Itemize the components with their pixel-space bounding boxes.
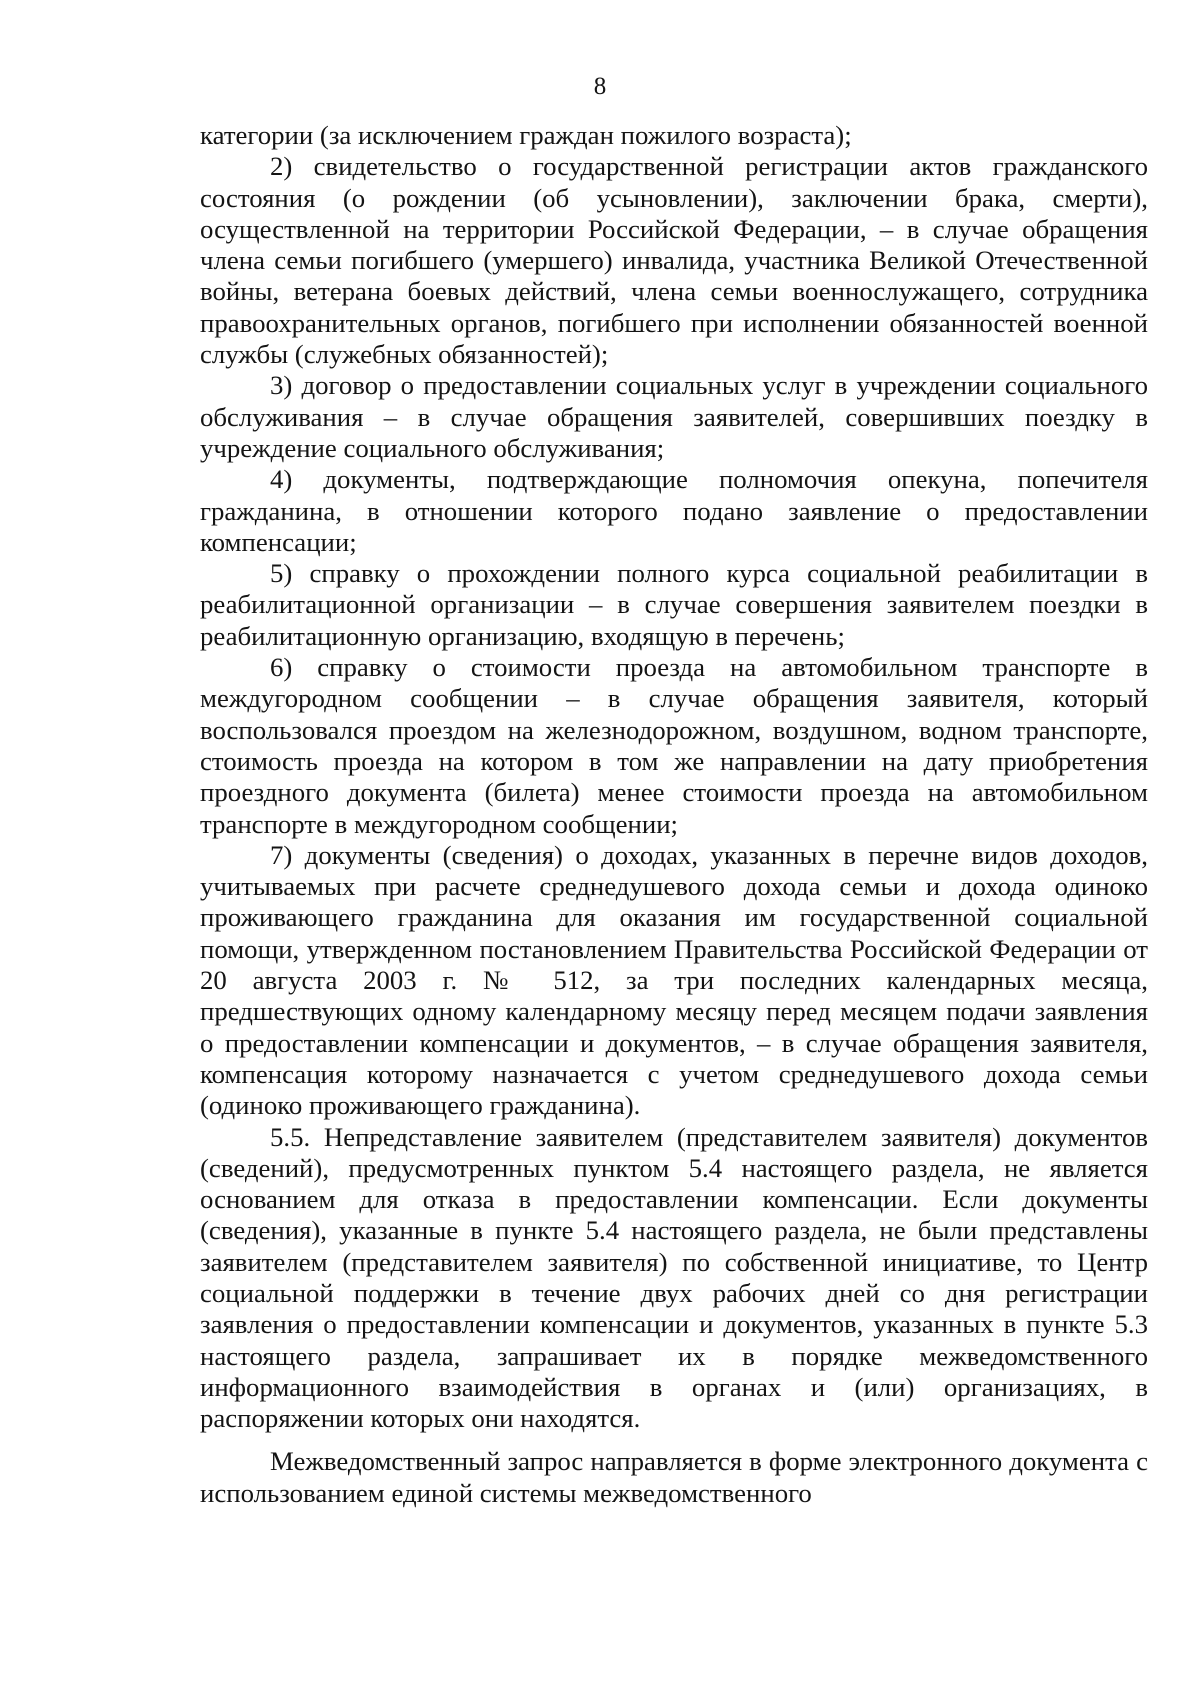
list-item-6: 6) справку о стоимости проезда на автомобильном транспорте в междугородном сообщении – в случае обращения заявителя, который воспользовался проездом на железнодорожном, воздушном, водном транспорте, стоимость проезда на котором в том же направлении на дату приобретения проездного документа (билета) менее стоимости проезда на автомобильном транспорте в междугородном сообщении; bbox=[200, 652, 1148, 839]
paragraph-continuation: категории (за исключением граждан пожилого возраста); bbox=[200, 120, 852, 150]
list-item-5: 5) справку о прохождении полного курса социальной реабилитации в реабилитационной организации – в случае совершения заявителем поездки в реабилитационную организацию, входящую в перечень; bbox=[200, 558, 1148, 651]
paragraph-interagency-request: Межведомственный запрос направляется в форме электронного документа с использованием единой системы межведомственного bbox=[200, 1446, 1148, 1508]
list-item-4: 4) документы, подтверждающие полномочия опекуна, попечителя гражданина, в отношении которого подано заявление о предоставлении компенсации; bbox=[200, 464, 1148, 557]
document-body bbox=[200, 120, 1148, 1509]
list-item-7: 7) документы (сведения) о доходах, указанных в перечне видов доходов, учитываемых при расчете среднедушевого дохода семьи и дохода одиноко проживающего гражданина для оказания им государственной социальной помощи, утвержденном постановлением Правительства Российской Федерации от 20 августа 2003 г. № 512, за три последних календарных месяца, предшествующих одному календарному месяцу перед месяцем подачи заявления о предоставлении компенсации и документов, – в случае обращения заявителя, компенсация которому назначается с учетом среднедушевого дохода семьи (одиноко проживающего гражданина). bbox=[200, 839, 1148, 1121]
page-number: 8 bbox=[593, 73, 607, 100]
clause-5-5: 5.5. Непредставление заявителем (представителем заявителя) документов (сведений), предусмотренных пунктом 5.4 настоящего раздела, не является основанием для отказа в предоставлении компенсации. Если документы (сведения), указанные в пункте 5.4 настоящего раздела, не были представлены заявителем (представителем заявителя) по собственной инициативе, то Центр социальной поддержки в течение двух рабочих дней со дня регистрации заявления о предоставлении компенсации и документов, указанных в пункте 5.3 настоящего раздела, запрашивает их в порядке межведомственного информационного взаимодействия в органах и (или) организациях, в распоряжении которых они находятся. bbox=[200, 1121, 1148, 1434]
list-item-2: 2) свидетельство о государственной регистрации актов гражданского состояния (о рождении (об усыновлении), заключении брака, смерти), осуществленной на территории Российской Федерации, – в случае обращения члена семьи погибшего (умершего) инвалида, участника Великой Отечественной войны, ветерана боевых действий, члена семьи военнослужащего, сотрудника правоохранительных органов, погибшего при исполнении обязанностей военной службы (служебных обязанностей); bbox=[200, 151, 1148, 370]
list-item-3: 3) договор о предоставлении социальных услуг в учреждении социального обслуживания – в случае обращения заявителей, совершивших поездку в учреждение социального обслуживания; bbox=[200, 370, 1148, 463]
